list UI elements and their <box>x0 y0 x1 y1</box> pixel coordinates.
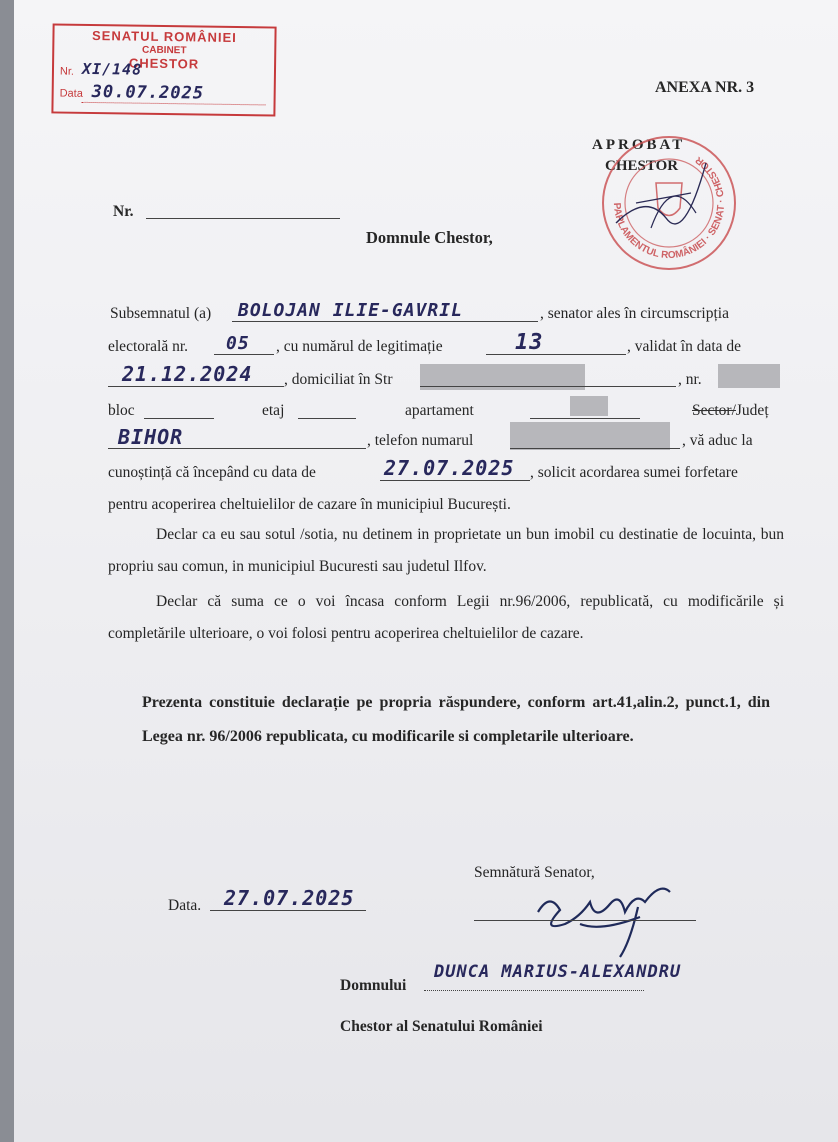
bloc-label: bloc <box>108 402 135 419</box>
legitimatie-line <box>486 354 626 355</box>
senator-signature <box>520 872 690 962</box>
bloc-line <box>144 418 214 419</box>
senator-name: BOLOJAN ILIE-GAVRIL <box>238 300 463 321</box>
etaj-label: etaj <box>262 402 285 419</box>
start-date-line <box>380 480 530 481</box>
date-label: Data. <box>168 897 202 914</box>
name-line <box>232 321 538 322</box>
domiciliat-label: , domiciliat în Str <box>284 371 393 388</box>
cunostinta-label: cunoștință că începând cu data de <box>108 464 316 481</box>
street-line <box>420 386 676 387</box>
sector-judet-label: Sector/Județ <box>692 402 769 419</box>
redacted-phone <box>510 422 670 450</box>
va-aduc-label: , vă aduc la <box>682 432 753 449</box>
nr-label: Nr. <box>113 203 134 220</box>
signature-date: 27.07.2025 <box>224 886 355 910</box>
legitimatie-label: , cu numărul de legitimație <box>276 338 443 355</box>
legitimatie-number: 13 <box>515 330 544 355</box>
judet-value: BIHOR <box>118 425 184 449</box>
senate-seal <box>596 133 742 273</box>
date-line <box>210 910 366 911</box>
signature-line <box>474 920 696 921</box>
etaj-line <box>298 418 356 419</box>
senator-ales-label: , senator ales în circumscripția <box>540 305 729 322</box>
stamp-nr-value: XI/148 <box>81 59 143 79</box>
salutation: Domnule Chestor, <box>366 228 493 247</box>
declaration-responsibility: Prezenta constituie declarație pe propria răspundere, conform art.41,alin.2, punct.1, din Legea nr. 96/2006 republicata, cu modificarile si completarile ulterioare. <box>142 694 770 745</box>
seal-ring-text: PARLAMENTUL ROMÂNIEI · SENAT · CHESTOR <box>610 153 728 262</box>
approval-label: APROBAT <box>592 137 686 153</box>
validated-date-line <box>108 386 284 387</box>
stamp-line2: CABINET <box>141 44 187 57</box>
recipient-name: DUNCA MARIUS-ALEXANDRU <box>434 962 682 982</box>
recipient-label: Domnului <box>340 977 407 994</box>
nr-blank <box>146 218 340 219</box>
svg-text:PARLAMENTUL ROMÂNIEI · SENAT · <box>611 153 727 261</box>
stamp-line3: CHESTOR <box>128 55 200 72</box>
circ-line <box>214 354 274 355</box>
recipient-line <box>424 990 644 991</box>
circumscription-number: 05 <box>226 333 250 354</box>
apartament-label: apartament <box>405 402 474 419</box>
pentru-text: pentru acoperirea cheltuielilor de cazare în municipiul București. <box>108 496 511 513</box>
validat-label: , validat în data de <box>627 338 742 355</box>
stamp-nr-label: Nr. <box>59 65 75 78</box>
declaration-usage: Declar că suma ce o voi încasa conform Legii nr.96/2006, republicată, cu modificările și completările ulterioare, o voi folosi pentru acoperirea cheltuielilor de cazare. <box>108 593 784 642</box>
stamp-date-line <box>82 102 266 106</box>
solicit-label: , solicit acordarea sumei forfetare <box>530 464 738 481</box>
telefon-label: , telefon numarul <box>367 432 474 449</box>
recipient-title: Chestor al Senatului României <box>340 1018 543 1035</box>
start-date: 27.07.2025 <box>384 456 515 480</box>
stamp-date-value: 30.07.2025 <box>91 81 205 104</box>
annex-title: ANEXA NR. 3 <box>655 79 755 96</box>
registration-stamp <box>51 23 276 116</box>
stamp-date-label: Data <box>59 87 83 100</box>
redacted-street-number <box>718 364 780 388</box>
declaration-property: Declar ca eu sau sotul /sotia, nu detinem in proprietate un bun imobil cu destinatie de locuinta, bun propriu sau comun, in municipiul Bucuresti sau judetul Ilfov. <box>108 526 784 575</box>
phone-line <box>510 448 680 449</box>
sector-strikethrough <box>692 410 736 411</box>
subsemnatul-label: Subsemnatul (a) <box>110 305 212 322</box>
nr-street-label: , nr. <box>678 371 702 388</box>
apartament-line <box>530 418 640 419</box>
signature-label: Semnătură Senator, <box>474 864 595 881</box>
stamp-line1: SENATUL ROMÂNIEI <box>91 27 237 46</box>
electorala-label: electorală nr. <box>108 338 189 355</box>
redacted-apartment <box>570 396 608 416</box>
validated-date: 21.12.2024 <box>122 362 253 386</box>
approval-chestor-label: CHESTOR <box>605 158 679 174</box>
